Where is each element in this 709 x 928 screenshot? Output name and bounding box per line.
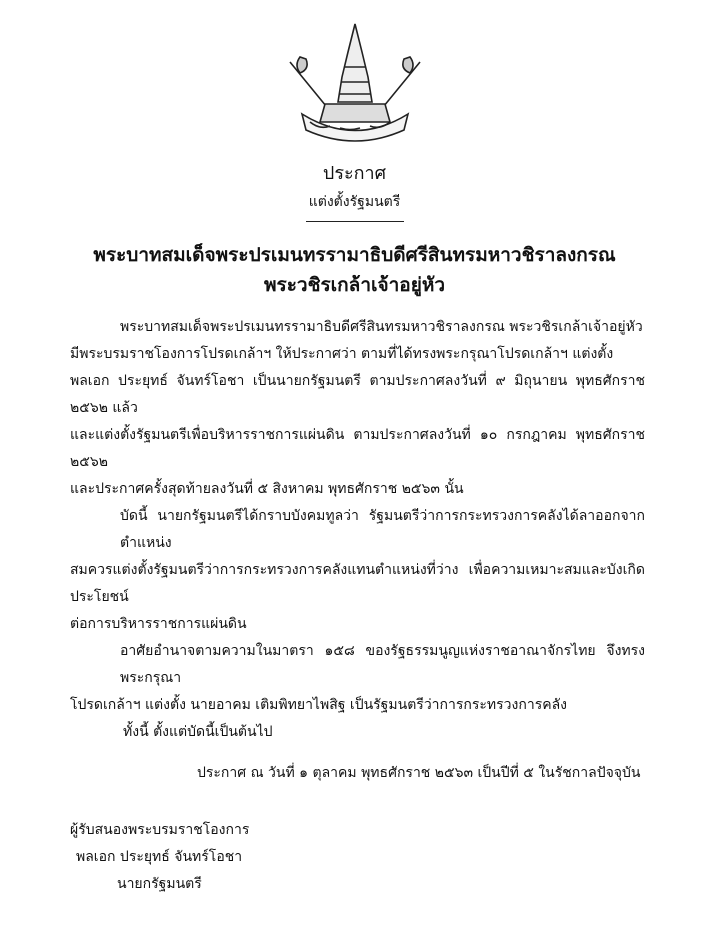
body-line: สมควรแต่งตั้งรัฐมนตรีว่าการกระทรวงการคลังแทนตำแหน่งที่ว่าง เพื่อความเหมาะสมและบังเกิดประโยชน์: [70, 562, 645, 605]
heading-line-2: พระวชิรเกล้าเจ้าอยู่หัว: [263, 274, 446, 296]
body-line: บัดนี้ นายกรัฐมนตรีได้กราบบังคมทูลว่า รัฐมนตรีว่าการกระทรวงการคลังได้ลาออกจากตำแหน่ง: [120, 508, 645, 551]
body-line: พลเอก ประยุทธ์ จันทร์โอชา เป็นนายกรัฐมนตรี ตามประกาศลงวันที่ ๙ มิถุนายน พุทธศักราช ๒๕๖๒ แล้ว: [70, 373, 645, 416]
announcement-title: ประกาศ: [322, 163, 387, 184]
announcement-body: [70, 314, 645, 746]
body-line: โปรดเกล้าฯ แต่งตั้ง นายอาคม เติมพิทยาไพสิฐ เป็นรัฐมนตรีว่าการกระทรวงการคลัง: [70, 697, 567, 713]
body-line: พระบาทสมเด็จพระปรเมนทรรามาธิบดีศรีสินทรมหาวชิราลงกรณ พระวชิรเกล้าเจ้าอยู่หัว: [120, 319, 643, 335]
body-line: ต่อการบริหารราชการแผ่นดิน: [70, 616, 247, 632]
countersign-label: ผู้รับสนองพระบรมราชโองการ: [70, 822, 250, 838]
heading-line-1: พระบาทสมเด็จพระปรเมนทรรามาธิบดีศรีสินทรมหาวชิราลงกรณ: [93, 244, 616, 266]
body-line: ทั้งนี้ ตั้งแต่บัดนี้เป็นต้นไป: [123, 724, 273, 740]
divider: [306, 221, 404, 222]
announcement-date: ประกาศ ณ วันที่ ๑ ตุลาคม พุทธศักราช ๒๕๖๓ เป็นปีที่ ๕ ในรัชกาลปัจจุบัน: [197, 765, 641, 781]
signature-block: [70, 817, 709, 898]
body-line: และประกาศครั้งสุดท้ายลงวันที่ ๕ สิงหาคม พุทธศักราช ๒๕๖๓ นั้น: [70, 481, 464, 497]
announcement-subtitle: แต่งตั้งรัฐมนตรี: [308, 194, 401, 210]
body-line: มีพระบรมราชโองการโปรดเกล้าฯ ให้ประกาศว่า ตามที่ได้ทรงพระกรุณาโปรดเกล้าฯ แต่งตั้ง: [70, 346, 614, 362]
royal-emblem-icon: [280, 22, 430, 147]
body-line: อาศัยอำนาจตามความในมาตรา ๑๕๘ ของรัฐธรรมนูญแห่งราชอาณาจักรไทย จึงทรงพระกรุณา: [120, 643, 645, 686]
signatory-title: นายกรัฐมนตรี: [117, 876, 202, 892]
signatory-name: พลเอก ประยุทธ์ จันทร์โอชา: [76, 849, 243, 865]
body-line: และแต่งตั้งรัฐมนตรีเพื่อบริหารราชการแผ่นดิน ตามประกาศลงวันที่ ๑๐ กรกฎาคม พุทธศักราช ๒๕๖๒: [70, 427, 645, 470]
